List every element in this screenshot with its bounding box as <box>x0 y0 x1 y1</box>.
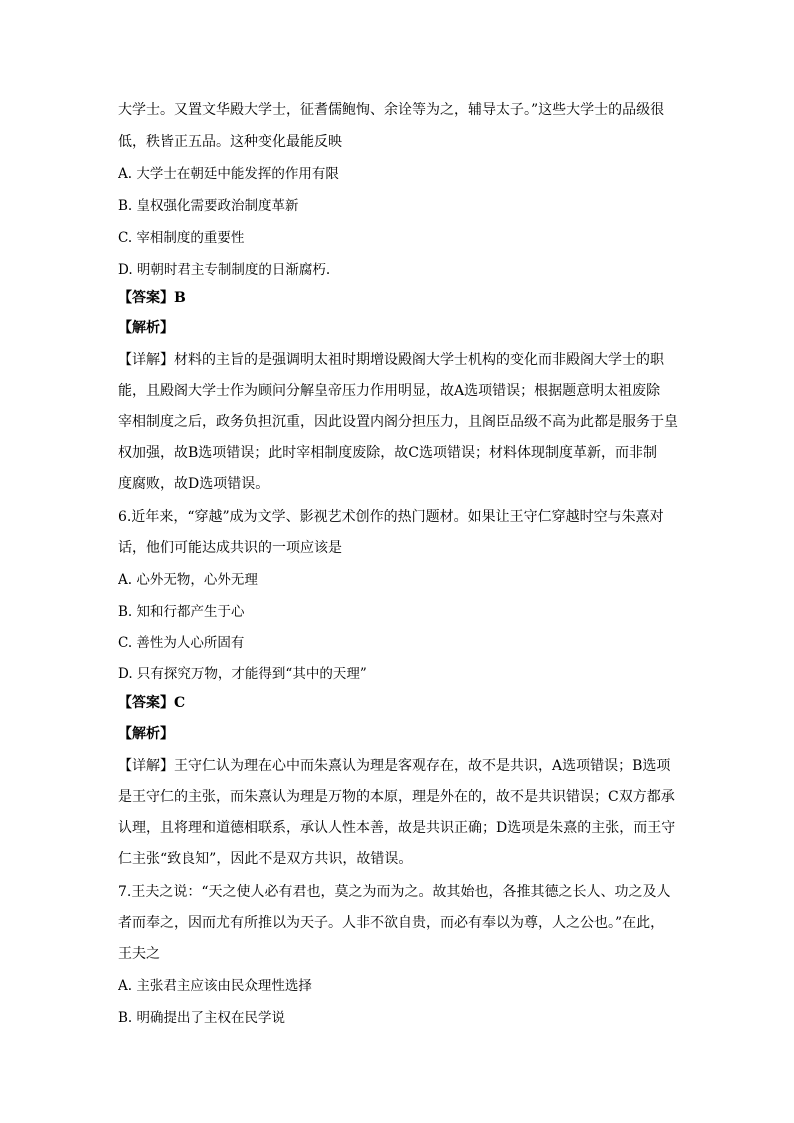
q6-option-b: B. 知和行都产生于心 <box>118 604 245 620</box>
q7-stem-line-1: 7.王夫之说：“天之使人必有君也，莫之为而为之。故其始也，各推其德之长人、功之及人 <box>118 884 671 900</box>
q6-answer: 【答案】C <box>118 695 186 711</box>
q6-detail-line-1: 【详解】王守仁认为理在心中而朱熹认为理是客观存在，故不是共识，A选项错误；B选项 <box>118 758 671 774</box>
q7-stem-line-3: 王夫之 <box>118 946 160 962</box>
q5-option-d: D. 明朝时君主专制制度的日渐腐朽. <box>118 262 331 278</box>
q7-option-a: A. 主张君主应该由民众理性选择 <box>118 978 312 994</box>
q5-option-a: A. 大学士在朝廷中能发挥的作用有限 <box>118 166 339 182</box>
q5-answer: 【答案】B <box>118 290 186 306</box>
q7-option-b: B. 明确提出了主权在民学说 <box>118 1010 286 1026</box>
q6-detail-line-2: 是王守仁的主张，而朱熹认为理是万物的本原，理是外在的，故不是共识错误；C双方都承 <box>118 789 675 805</box>
q5-detail-line-3: 宰相制度之后，政务负担沉重，因此设置内阁分担压力，且阁臣品级不高为此都是服务于皇 <box>118 414 678 430</box>
q6-detail-line-4: 仁主张“致良知”，因此不是双方共识，故错误。 <box>118 851 413 867</box>
q5-detail-line-2: 能，且殿阁大学士作为顾问分解皇帝压力作用明显，故A选项错误；根据题意明太祖废除 <box>118 383 661 399</box>
q6-analysis-heading: 【解析】 <box>118 726 174 742</box>
q5-option-c: C. 宰相制度的重要性 <box>118 230 245 246</box>
q5-detail-line-5: 度腐败，故D选项错误。 <box>118 476 270 492</box>
q7-stem-line-2: 者而奉之，因而尤有所推以为天子。人非不欲自贵，而必有奉以为尊，人之公也。”在此， <box>118 915 665 931</box>
q6-stem-line-2: 话，他们可能达成共识的一项应该是 <box>118 540 342 556</box>
q5-detail-line-4: 权加强，故B选项错误；此时宰相制度废除，故C选项错误；材料体现制度革新，而非制 <box>118 445 657 461</box>
q6-option-a: A. 心外无物，心外无理 <box>118 572 258 588</box>
q5-option-b: B. 皇权强化需要政治制度革新 <box>118 198 299 214</box>
q6-option-c: C. 善性为人心所固有 <box>118 635 245 651</box>
q6-detail-line-3: 认理，且将理和道德相联系，承认人性本善，故是共识正确；D选项是朱熹的主张，而王守 <box>118 820 676 836</box>
q6-option-d: D. 只有探究万物，才能得到“其中的天理” <box>118 666 367 682</box>
q5-stem-line-1: 大学士。又置文华殿大学士，征耆儒鲍恂、余诠等为之，辅导太子。”这些大学士的品级很 <box>118 102 665 118</box>
q5-analysis-heading: 【解析】 <box>118 320 174 336</box>
q6-stem-line-1: 6.近年来，“穿越”成为文学、影视艺术创作的热门题材。如果让王守仁穿越时空与朱熹对 <box>118 509 664 525</box>
q5-detail-line-1: 【详解】材料的主旨的是强调明太祖时期增设殿阁大学士机构的变化而非殿阁大学士的职 <box>118 352 664 368</box>
q5-stem-line-2: 低，秩皆正五品。这种变化最能反映 <box>118 134 342 150</box>
